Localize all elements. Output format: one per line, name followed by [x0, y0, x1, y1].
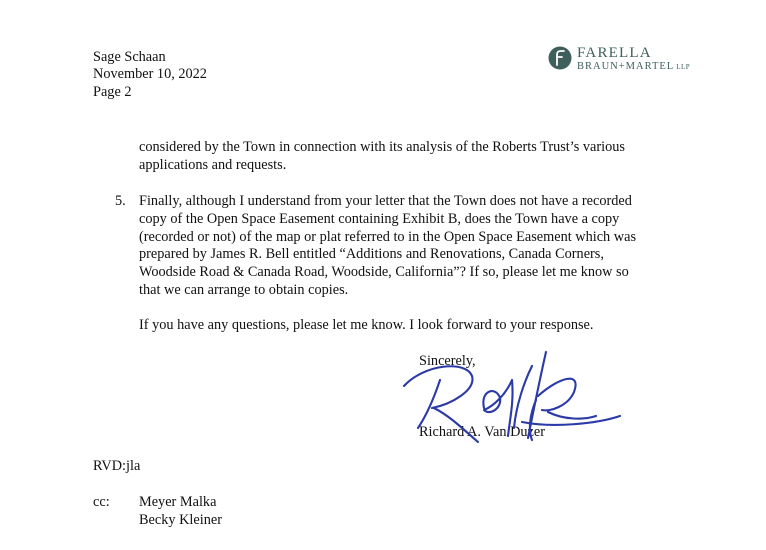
continued-line-1: considered by the Town in connection with its analysis of the Roberts Trust’s various	[139, 139, 625, 155]
item-5-line-4: prepared by James R. Bell entitled “Additions and Renovations, Canada Corners,	[139, 246, 604, 262]
item-5-line-6: that we can arrange to obtain copies.	[139, 282, 349, 298]
cc-label: cc:	[93, 494, 110, 510]
item-5-line-2: copy of the Open Space Easement containing Exhibit B, does the Town have a copy	[139, 211, 620, 227]
cc-name-1: Meyer Malka	[139, 494, 217, 510]
logo-line-1: FARELLA	[577, 45, 652, 61]
logo-line-2-text: BRAUN+MARTEL	[577, 61, 675, 72]
typist-initials: RVD:jla	[93, 458, 141, 474]
page-number: Page 2	[93, 84, 132, 100]
letter-date: November 10, 2022	[93, 66, 207, 82]
cc-name-2: Becky Kleiner	[139, 512, 222, 528]
logo-line-2	[577, 61, 690, 72]
logo-llp: LLP	[676, 63, 691, 71]
item-5-line-1: Finally, although I understand from your letter that the Town does not have a recorded	[139, 193, 632, 209]
closing-paragraph: If you have any questions, please let me know. I look forward to your response.	[139, 317, 594, 333]
item-5-line-5: Woodside Road & Canada Road, Woodside, California”? If so, please let me know so	[139, 264, 629, 280]
salutation: Sincerely,	[419, 353, 476, 369]
continued-line-2: applications and requests.	[139, 157, 287, 173]
item-5-line-3: (recorded or not) of the map or plat referred to in the Open Space Easement which was	[139, 229, 637, 245]
item-5-number: 5.	[115, 193, 126, 209]
signer-name: Richard A. Van Duzer	[419, 424, 545, 440]
recipient-name: Sage Schaan	[93, 49, 166, 65]
leaf-f-icon	[548, 46, 572, 70]
handwritten-signature	[396, 350, 626, 446]
